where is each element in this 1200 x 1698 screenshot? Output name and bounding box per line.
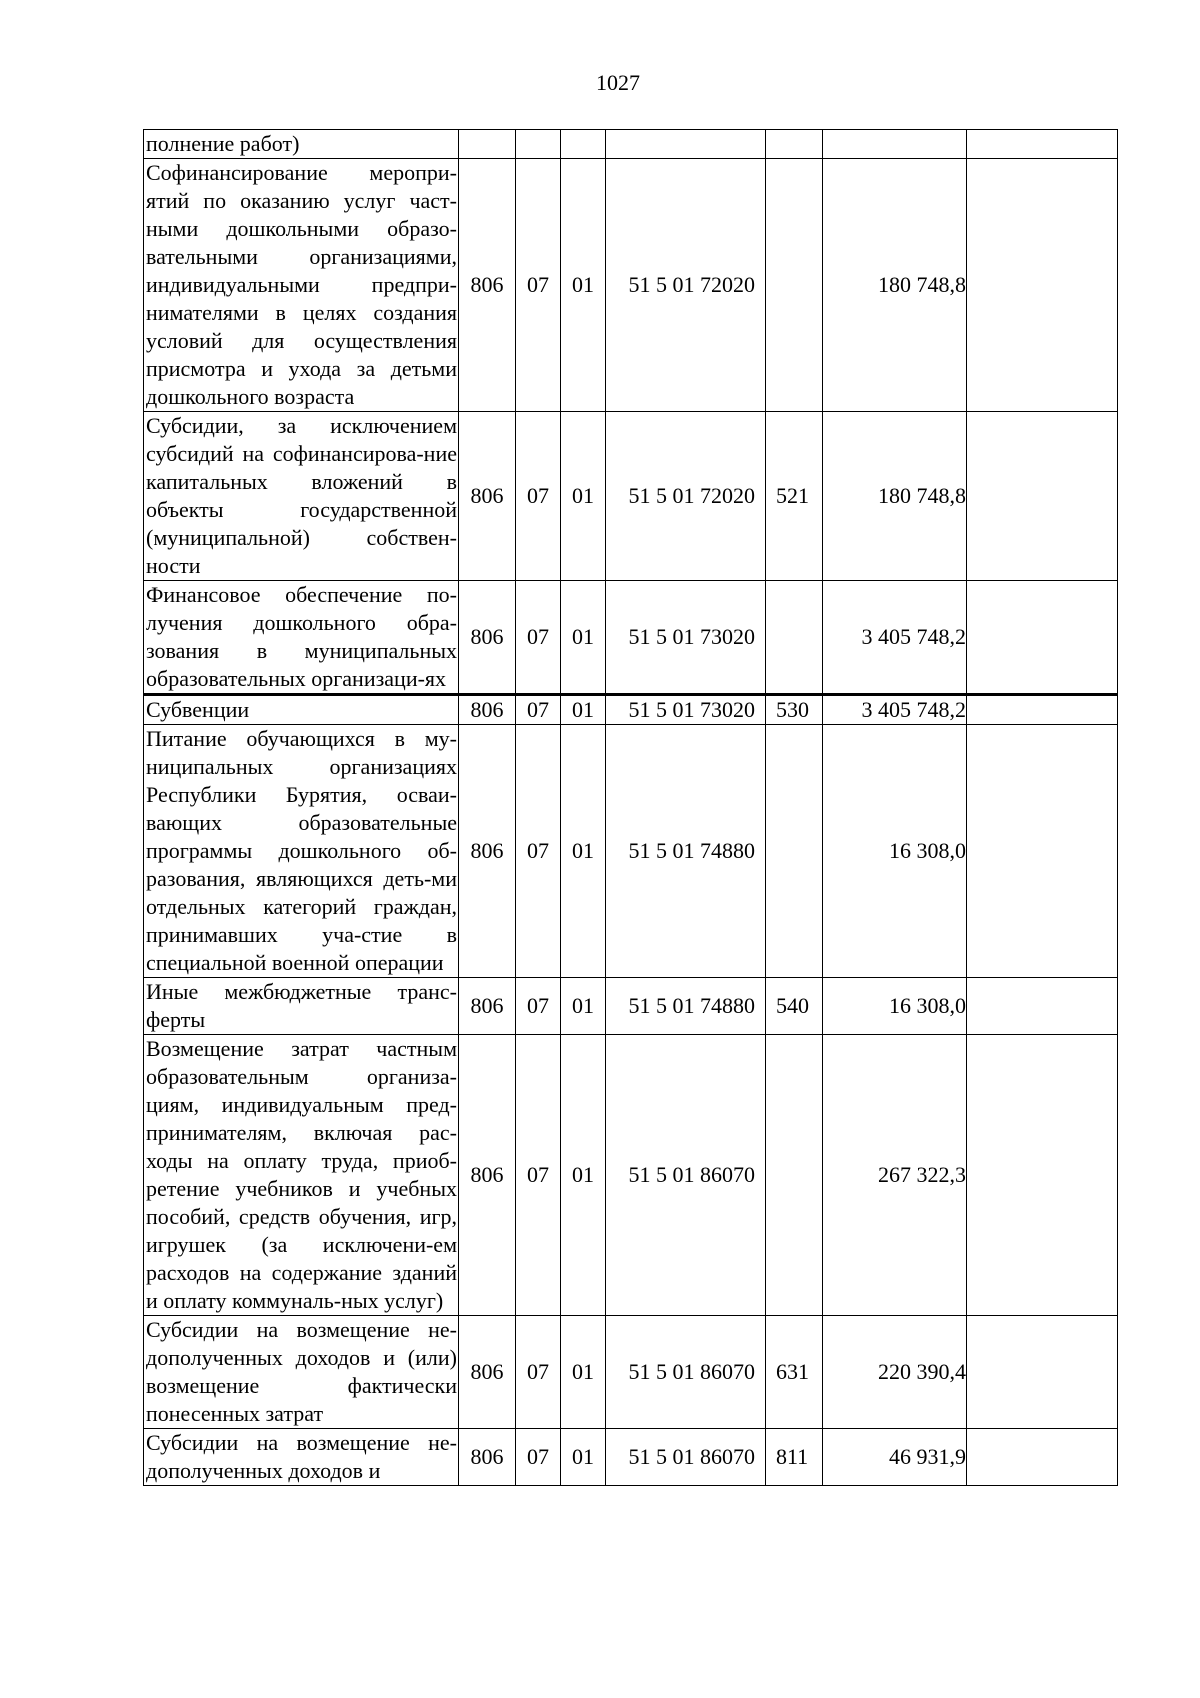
empty-cell (967, 1316, 1118, 1429)
subsection-code-cell: 01 (561, 978, 606, 1035)
grbs-code-cell: 806 (459, 1316, 516, 1429)
amount-cell: 220 390,4 (823, 1316, 967, 1429)
expense-type-cell: 521 (766, 412, 823, 581)
table-body (144, 130, 1118, 1486)
target-article-cell (606, 130, 766, 159)
expense-name-cell: Субсидии на возмещение не-дополученных доходов и (или) возмещение фактически понесенных затрат (144, 1316, 459, 1429)
empty-cell (967, 130, 1118, 159)
expense-type-cell: 631 (766, 1316, 823, 1429)
expense-type-cell (766, 1035, 823, 1316)
amount-cell: 46 931,9 (823, 1429, 967, 1486)
expense-name-cell: Субсидии на возмещение не-дополученных доходов и (144, 1429, 459, 1486)
target-article-cell: 51 5 01 74880 (606, 978, 766, 1035)
grbs-code-cell: 806 (459, 725, 516, 978)
table-row (144, 1316, 1118, 1429)
expense-name-cell: Софинансирование меропри-ятий по оказанию услуг част-ными дошкольными образо-вательными организациями, индивидуальными предпри-нимателями в целях создания условий для осуществления присмотра и ухода за детьми дошкольного возраста (144, 159, 459, 412)
table-row (144, 130, 1118, 159)
section-code-cell: 07 (516, 1035, 561, 1316)
section-code-cell: 07 (516, 695, 561, 725)
expense-type-cell: 530 (766, 695, 823, 725)
subsection-code-cell: 01 (561, 159, 606, 412)
empty-cell (967, 1035, 1118, 1316)
subsection-code-cell: 01 (561, 581, 606, 695)
empty-cell (967, 159, 1118, 412)
expense-type-cell (766, 130, 823, 159)
section-code-cell: 07 (516, 1429, 561, 1486)
table-row (144, 412, 1118, 581)
empty-cell (967, 978, 1118, 1035)
expense-type-cell (766, 581, 823, 695)
grbs-code-cell: 806 (459, 412, 516, 581)
subsection-code-cell: 01 (561, 725, 606, 978)
target-article-cell: 51 5 01 73020 (606, 581, 766, 695)
subsection-code-cell: 01 (561, 695, 606, 725)
expense-name-cell: Субвенции (144, 695, 459, 725)
table-row (144, 581, 1118, 695)
target-article-cell: 51 5 01 86070 (606, 1035, 766, 1316)
expense-name-cell: Питание обучающихся в му-ниципальных организациях Республики Бурятия, осваи-вающих образовательные программы дошкольного об-разования, являющихся деть-ми отдельных категорий граждан, принимавших уча-стие в специальной военной операции (144, 725, 459, 978)
target-article-cell: 51 5 01 74880 (606, 725, 766, 978)
expense-type-cell: 540 (766, 978, 823, 1035)
grbs-code-cell: 806 (459, 978, 516, 1035)
expense-name-cell: полнение работ) (144, 130, 459, 159)
target-article-cell: 51 5 01 86070 (606, 1429, 766, 1486)
expense-name-cell: Возмещение затрат частным образовательным организа-циям, индивидуальным пред-принимателям, включая рас-ходы на оплату труда, приоб-ретение учебников и учебных пособий, средств обучения, игр, игрушек (за исключени-ем расходов на содержание зданий и оплату коммуналь-ных услуг) (144, 1035, 459, 1316)
table-row (144, 725, 1118, 978)
table-row (144, 1035, 1118, 1316)
subsection-code-cell (561, 130, 606, 159)
page-number: 1027 (596, 70, 640, 95)
section-code-cell: 07 (516, 412, 561, 581)
amount-cell: 16 308,0 (823, 978, 967, 1035)
amount-cell: 16 308,0 (823, 725, 967, 978)
section-code-cell: 07 (516, 725, 561, 978)
section-code-cell: 07 (516, 159, 561, 412)
table-row (144, 695, 1118, 725)
expense-type-cell (766, 725, 823, 978)
empty-cell (967, 695, 1118, 725)
table-row (144, 1429, 1118, 1486)
empty-cell (967, 581, 1118, 695)
expense-name-cell: Субсидии, за исключением субсидий на софинансирова-ние капитальных вложений в объекты государственной (муниципальной) собствен-ности (144, 412, 459, 581)
table-row (144, 159, 1118, 412)
target-article-cell: 51 5 01 86070 (606, 1316, 766, 1429)
budget-table (143, 129, 1118, 1486)
target-article-cell: 51 5 01 72020 (606, 412, 766, 581)
empty-cell (967, 412, 1118, 581)
section-code-cell: 07 (516, 1316, 561, 1429)
amount-cell: 267 322,3 (823, 1035, 967, 1316)
amount-cell: 180 748,8 (823, 159, 967, 412)
amount-cell (823, 130, 967, 159)
target-article-cell: 51 5 01 73020 (606, 695, 766, 725)
expense-name-cell: Иные межбюджетные транс-ферты (144, 978, 459, 1035)
empty-cell (967, 1429, 1118, 1486)
expense-name-cell: Финансовое обеспечение по-лучения дошкольного обра-зования в муниципальных образовательных организаци-ях (144, 581, 459, 695)
amount-cell: 3 405 748,2 (823, 695, 967, 725)
grbs-code-cell: 806 (459, 1429, 516, 1486)
expense-type-cell: 811 (766, 1429, 823, 1486)
target-article-cell: 51 5 01 72020 (606, 159, 766, 412)
grbs-code-cell: 806 (459, 1035, 516, 1316)
section-code-cell: 07 (516, 978, 561, 1035)
subsection-code-cell: 01 (561, 412, 606, 581)
amount-cell: 3 405 748,2 (823, 581, 967, 695)
expense-type-cell (766, 159, 823, 412)
grbs-code-cell: 806 (459, 581, 516, 695)
subsection-code-cell: 01 (561, 1316, 606, 1429)
section-code-cell (516, 130, 561, 159)
section-code-cell: 07 (516, 581, 561, 695)
grbs-code-cell: 806 (459, 695, 516, 725)
grbs-code-cell (459, 130, 516, 159)
grbs-code-cell: 806 (459, 159, 516, 412)
subsection-code-cell: 01 (561, 1429, 606, 1486)
subsection-code-cell: 01 (561, 1035, 606, 1316)
empty-cell (967, 725, 1118, 978)
table-row (144, 978, 1118, 1035)
amount-cell: 180 748,8 (823, 412, 967, 581)
